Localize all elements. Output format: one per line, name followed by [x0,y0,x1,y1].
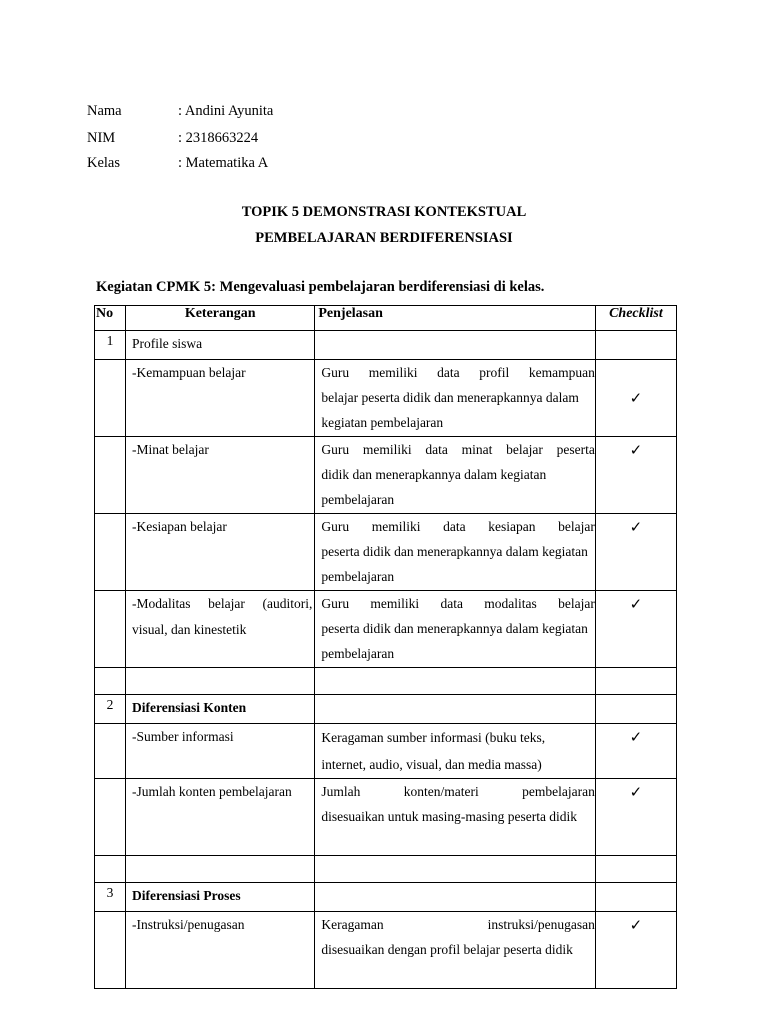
nama-label: Nama [87,103,122,119]
keterangan-cell: -Minat belajar [126,437,315,514]
penjelasan-line1: Guru memiliki data kesiapan belajar [321,519,595,534]
penjelasan-line1: Guru memiliki data minat belajar peserta [321,442,595,457]
document-title-line1: TOPIK 5 DEMONSTRASI KONTEKSTUAL [241,204,527,220]
penjelasan-line1: Keragaman sumber informasi (buku teks, [321,730,546,745]
empty-row [95,856,677,883]
section-title: Diferensiasi Konten [126,695,315,724]
section-title: Profile siswa [126,331,315,360]
table-row [95,724,677,779]
section-number: 3 [95,883,126,912]
penjelasan-line1: Guru memiliki data profil kemampuan [321,365,595,380]
penjelasan-cell [315,779,595,856]
kelas-value: : Matematika A [178,155,269,171]
kelas-label: Kelas [87,155,121,171]
section-number: 1 [95,331,126,360]
check-icon: ✓ [595,437,676,514]
nama-value: : Andini Ayunita [178,103,274,119]
keterangan-cell: -Sumber informasi [126,724,315,779]
check-icon: ✓ [595,591,676,668]
table-row [95,912,677,989]
table-header-row [95,306,677,331]
header-checklist: Checklist [595,306,676,331]
section-row [95,331,677,360]
section-row [95,883,677,912]
info-kelas [87,155,268,172]
penjelasan-rest: didik dan menerapkannya dalam kegiatan pembelajaran [321,467,547,507]
check-icon: ✓ [595,360,676,437]
document-title-line2: PEMBELAJARAN BERDIFERENSIASI [255,230,513,246]
check-icon: ✓ [595,514,676,591]
section-title: Diferensiasi Proses [126,883,315,912]
header-keterangan: Keterangan [126,306,315,331]
table-row [95,514,677,591]
section-row [95,695,677,724]
penjelasan-cell [315,724,595,779]
keterangan-cell: -Kemampuan belajar [126,360,315,437]
penjelasan-cell [315,360,595,437]
keterangan-cell: -Instruksi/penugasan [126,912,315,989]
check-icon: ✓ [595,912,676,989]
penjelasan-cell [315,912,595,989]
penjelasan-rest: disesuaikan dengan profil belajar peserta didik [321,942,573,957]
penjelasan-cell [315,514,595,591]
penjelasan-cell [315,591,595,668]
info-nim [87,130,258,147]
keterangan-cell: -Jumlah konten pembelajaran [126,779,315,856]
nim-value: : 2318663224 [178,130,259,146]
penjelasan-cell [315,437,595,514]
check-icon: ✓ [595,724,676,779]
section-number: 2 [95,695,126,724]
keterangan-cell: -Kesiapan belajar [126,514,315,591]
header-penjelasan: Penjelasan [315,306,595,331]
penjelasan-line1: Keragaman instruksi/penugasan [321,917,595,932]
penjelasan-rest: peserta didik dan menerapkannya dalam kegiatan pembelajaran [321,544,588,584]
penjelasan-rest: internet, audio, visual, dan media massa) [321,757,542,772]
empty-row [95,668,677,695]
check-icon: ✓ [595,779,676,856]
penjelasan-line1: Guru memiliki data modalitas belajar [321,596,595,611]
penjelasan-rest: disesuaikan untuk masing-masing peserta didik [321,809,578,824]
penjelasan-line1: Jumlah konten/materi pembelajaran [321,784,595,799]
table-row [95,360,677,437]
penjelasan-rest: peserta didik dan menerapkannya dalam kegiatan pembelajaran [321,621,588,661]
evaluation-table [94,305,677,989]
activity-heading: Kegiatan CPMK 5: Mengevaluasi pembelajaran berdiferensiasi di kelas. [96,279,545,295]
table-row [95,591,677,668]
penjelasan-rest: belajar peserta didik dan menerapkannya dalam kegiatan pembelajaran [321,390,579,430]
header-no: No [95,306,126,331]
table-row [95,437,677,514]
keterangan-cell: -Modalitas belajar (auditori, visual, dan kinestetik [126,591,315,668]
info-nama [87,103,273,120]
table-row [95,779,677,856]
nim-label: NIM [87,130,116,146]
